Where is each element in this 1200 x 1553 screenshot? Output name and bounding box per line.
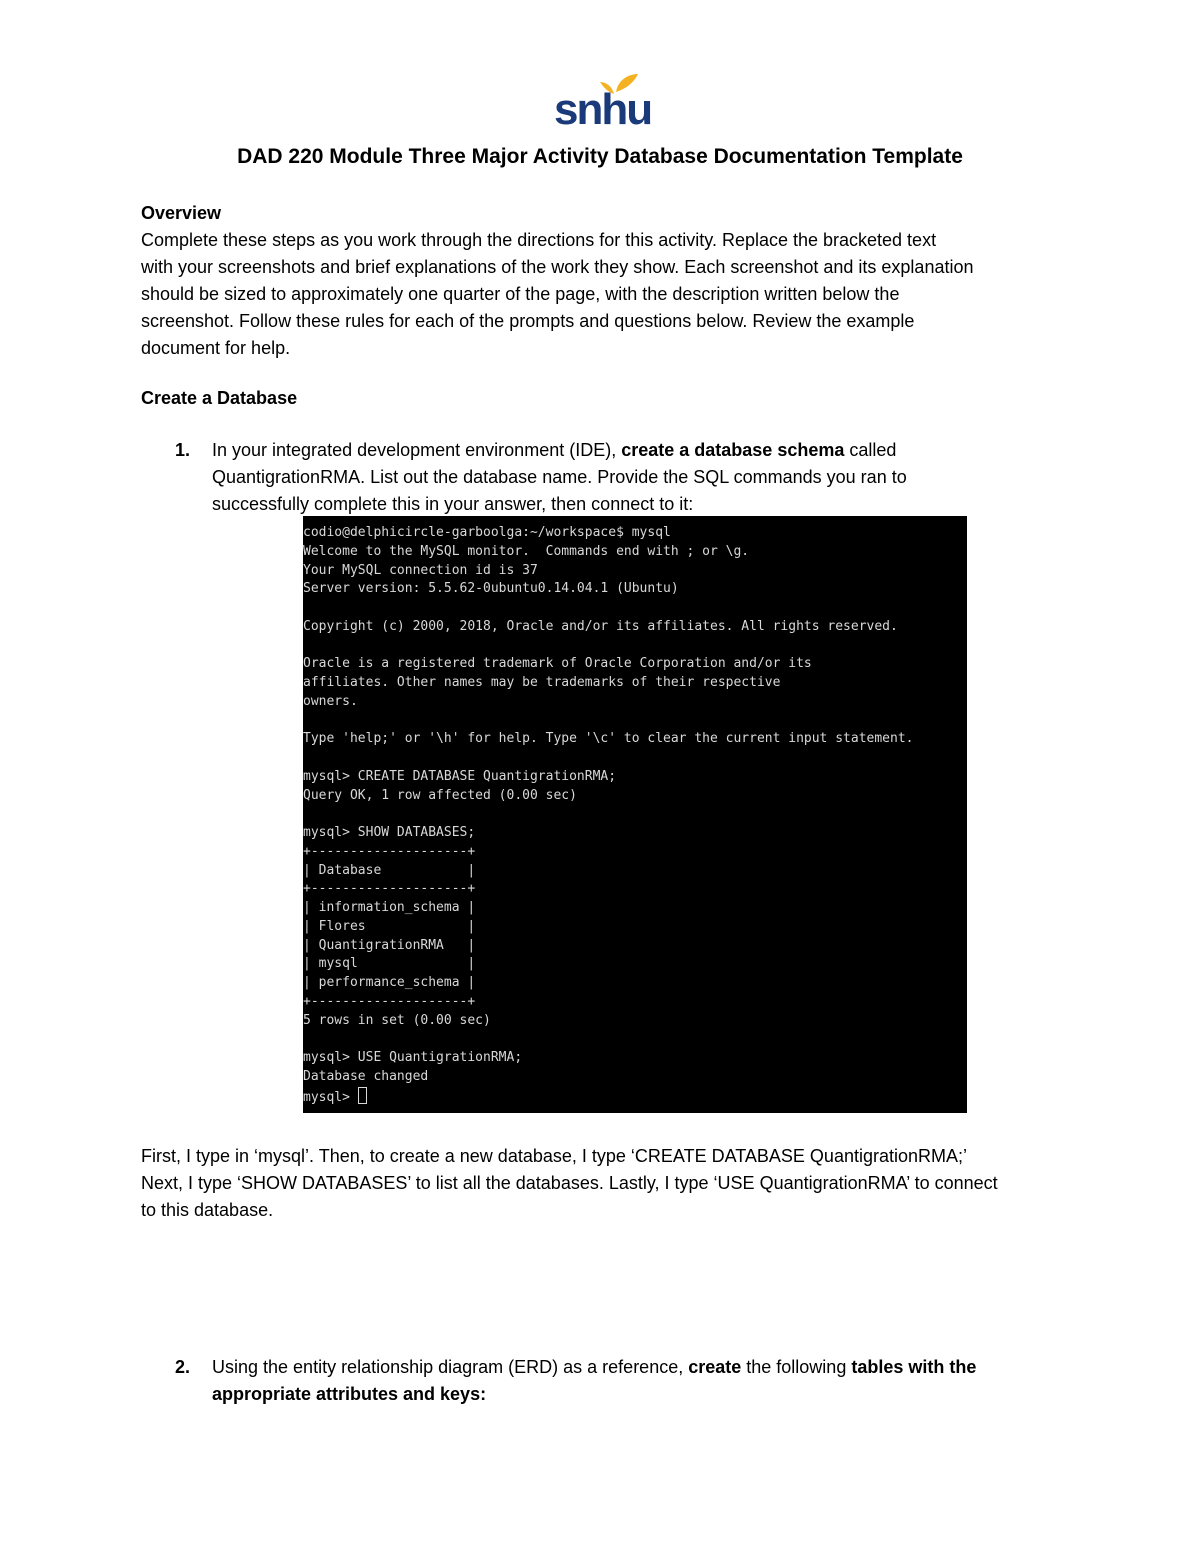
step-text-part: called: [844, 440, 897, 460]
step-text-bold: create: [688, 1357, 742, 1377]
terminal-line: mysql> SHOW DATABASES;: [303, 825, 476, 840]
overview-line: document for help.: [141, 338, 291, 358]
terminal-line: owners.: [303, 693, 358, 709]
step-line: [212, 1381, 1062, 1408]
terminal-line: | information_schema |: [303, 900, 476, 915]
step-text-part: the following: [741, 1357, 852, 1377]
overview-line: with your screenshots and brief explanations of the work they show. Each screenshot and its explanation: [141, 257, 974, 277]
terminal-line: 5 rows in set (0.00 sec): [303, 1012, 491, 1028]
section-heading: Create a Database: [141, 388, 298, 408]
terminal-line: Server version: 5.5.62-0ubuntu0.14.04.1 (Ubuntu): [303, 581, 679, 597]
overview-line: screenshot. Follow these rules for each of the prompts and questions below. Review the example: [141, 311, 915, 331]
overview-line: should be sized to approximately one quarter of the page, with the description written below the: [141, 284, 900, 304]
terminal-line: +--------------------+: [303, 881, 476, 897]
logo-text: snhu: [554, 85, 652, 134]
explanation-line: to this database.: [141, 1200, 274, 1220]
terminal-line: Welcome to the MySQL monitor. Commands end with ; or \g.: [303, 543, 750, 559]
step-line: QuantigrationRMA. List out the database name. Provide the SQL commands you ran to: [212, 467, 907, 487]
terminal-line: Oracle is a registered trademark of Oracle Corporation and/or its: [303, 656, 812, 672]
step-text-bold: tables with the: [851, 1357, 977, 1377]
step-number: 1.: [175, 440, 191, 460]
overview-paragraph: [141, 227, 1061, 362]
terminal-output: [303, 516, 967, 1107]
terminal-screenshot: [303, 516, 967, 1113]
terminal-line: | performance_schema |: [303, 975, 476, 990]
explanation-paragraph: [141, 1143, 1061, 1224]
step-text: [212, 437, 1062, 518]
terminal-lines: [303, 525, 913, 1084]
terminal-line: | mysql |: [303, 956, 476, 972]
terminal-line: | Flores |: [303, 918, 476, 934]
terminal-line: Copyright (c) 2000, 2018, Oracle and/or its affiliates. All rights reserved.: [303, 618, 898, 634]
step-text: [212, 1354, 1062, 1408]
explanation-line: Next, I type ‘SHOW DATABASES’ to list all the databases. Lastly, I type ‘USE QuantigrationRMA’ to connect: [141, 1173, 998, 1193]
step-number: 2.: [175, 1357, 191, 1377]
terminal-line: Query OK, 1 row affected (0.00 sec): [303, 787, 577, 803]
terminal-line: Your MySQL connection id is 37: [303, 562, 538, 578]
terminal-line: affiliates. Other names may be trademarks of their respective: [303, 675, 781, 690]
terminal-line: Type 'help;' or '\h' for help. Type '\c' to clear the current input statement.: [303, 731, 914, 747]
terminal-line: +--------------------+: [303, 843, 476, 859]
terminal-cursor: [358, 1087, 367, 1104]
step-text-part: Using the entity relationship diagram (ERD) as a reference,: [212, 1357, 689, 1377]
terminal-line: | Database |: [303, 862, 476, 878]
overview-heading: Overview: [141, 203, 222, 223]
step-line: successfully complete this in your answer, then connect to it:: [212, 494, 694, 514]
explanation-line: First, I type in ‘mysql’. Then, to create a new database, I type ‘CREATE DATABASE QuantigrationRMA;’: [141, 1146, 968, 1166]
step-line: [212, 1354, 1062, 1381]
step-text-bold: create a database schema: [621, 440, 845, 460]
terminal-line: Database changed: [303, 1068, 429, 1084]
terminal-line: mysql> CREATE DATABASE QuantigrationRMA;: [303, 768, 617, 784]
step-line: [212, 437, 1062, 464]
snhu-logo: [548, 70, 652, 134]
terminal-prompt: mysql>: [303, 1089, 358, 1105]
step-text-part: In your integrated development environment (IDE),: [212, 440, 622, 460]
terminal-line: | QuantigrationRMA |: [303, 937, 476, 953]
terminal-line: +--------------------+: [303, 993, 476, 1009]
page-title: DAD 220 Module Three Major Activity Database Documentation Template: [237, 145, 963, 168]
overview-line: Complete these steps as you work through the directions for this activity. Replace the bracketed text: [141, 230, 937, 250]
step-text-bold: appropriate attributes and keys:: [212, 1384, 487, 1404]
terminal-line: mysql> USE QuantigrationRMA;: [303, 1050, 523, 1065]
terminal-line: codio@delphicircle-garboolga:~/workspace$ mysql: [303, 525, 671, 540]
